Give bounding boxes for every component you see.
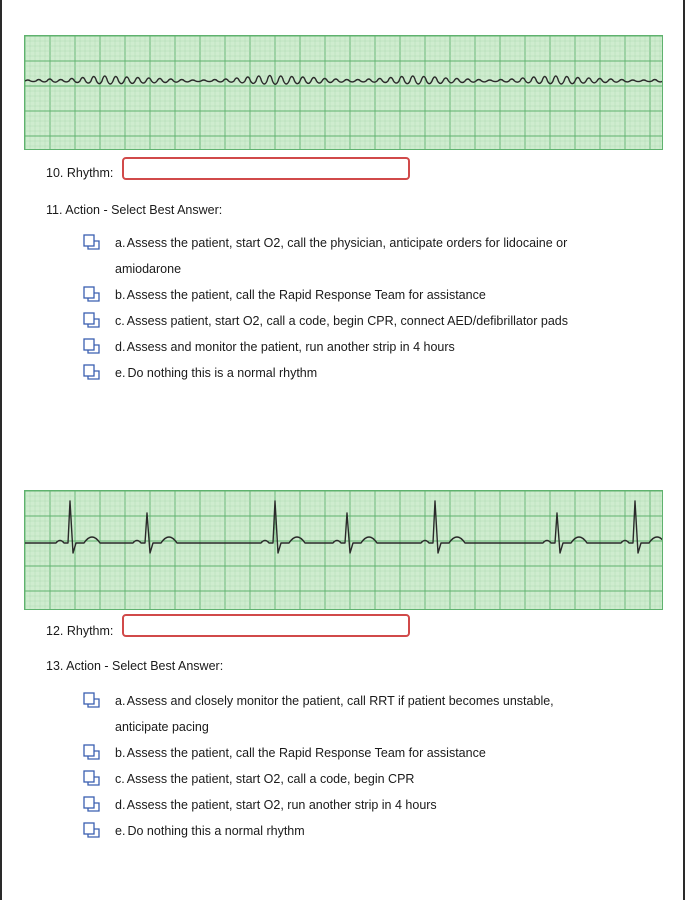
checkbox-icon[interactable] — [83, 364, 101, 380]
checkbox-icon[interactable] — [83, 822, 101, 838]
option-text: Do nothing this a normal rhythm — [127, 824, 305, 838]
option-text: Assess and closely monitor the patient, call RRT if patient becomes unstable, — [126, 694, 554, 708]
action-13-label: 13. Action - Select Best Answer: — [46, 659, 224, 673]
left-border — [0, 0, 2, 900]
option-text: Assess the patient, call the Rapid Response Team for assistance — [126, 746, 486, 760]
option-text-cont: anticipate pacing — [115, 720, 209, 734]
option-text: Assess the patient, start O2, call the physician, anticipate orders for lidocaine or — [126, 236, 568, 250]
option-letter: e. — [115, 824, 126, 838]
option-text: Assess the patient, start O2, run another strip in 4 hours — [126, 798, 437, 812]
ecg-strip-2-graphic — [25, 491, 662, 609]
rhythm-12-answer-box[interactable] — [122, 614, 410, 637]
checkbox-icon[interactable] — [83, 286, 101, 302]
action-13-option-b[interactable] — [83, 740, 554, 766]
option-letter: c. — [115, 314, 125, 328]
action-13-option-d[interactable] — [83, 792, 554, 818]
action-13-option-c[interactable] — [83, 766, 554, 792]
ecg-strip-1 — [24, 35, 663, 150]
action-11-option-a[interactable] — [83, 230, 568, 282]
option-text: Assess patient, start O2, call a code, begin CPR, connect AED/defibrillator pads — [126, 314, 568, 328]
checkbox-icon[interactable] — [83, 744, 101, 760]
option-letter: e. — [115, 366, 126, 380]
action-13-options — [83, 688, 554, 844]
ecg-strip-2 — [24, 490, 663, 610]
checkbox-icon[interactable] — [83, 234, 101, 250]
rhythm-10-label: 10. Rhythm: — [46, 166, 114, 180]
checkbox-icon[interactable] — [83, 692, 101, 708]
action-13-option-e[interactable] — [83, 818, 554, 844]
action-11-option-d[interactable] — [83, 334, 568, 360]
rhythm-10-answer-box[interactable] — [122, 157, 410, 180]
action-13-option-a[interactable] — [83, 688, 554, 740]
checkbox-icon[interactable] — [83, 796, 101, 812]
option-letter: d. — [115, 798, 126, 812]
option-letter: c. — [115, 772, 125, 786]
checkbox-icon[interactable] — [83, 338, 101, 354]
option-letter: d. — [115, 340, 126, 354]
action-11-label: 11. Action - Select Best Answer: — [46, 203, 223, 217]
rhythm-12-label: 12. Rhythm: — [46, 624, 114, 638]
option-letter: a. — [115, 236, 126, 250]
action-11-options — [83, 230, 568, 386]
option-letter: b. — [115, 746, 126, 760]
option-text: Do nothing this is a normal rhythm — [127, 366, 318, 380]
ecg-strip-1-graphic — [25, 36, 662, 149]
option-text: Assess the patient, call the Rapid Response Team for assistance — [126, 288, 486, 302]
action-11-option-b[interactable] — [83, 282, 568, 308]
action-11-option-c[interactable] — [83, 308, 568, 334]
option-letter: b. — [115, 288, 126, 302]
option-text: Assess the patient, start O2, call a code, begin CPR — [126, 772, 415, 786]
checkbox-icon[interactable] — [83, 770, 101, 786]
option-text-cont: amiodarone — [115, 262, 182, 276]
option-letter: a. — [115, 694, 126, 708]
checkbox-icon[interactable] — [83, 312, 101, 328]
action-11-option-e[interactable] — [83, 360, 568, 386]
option-text: Assess and monitor the patient, run another strip in 4 hours — [126, 340, 455, 354]
